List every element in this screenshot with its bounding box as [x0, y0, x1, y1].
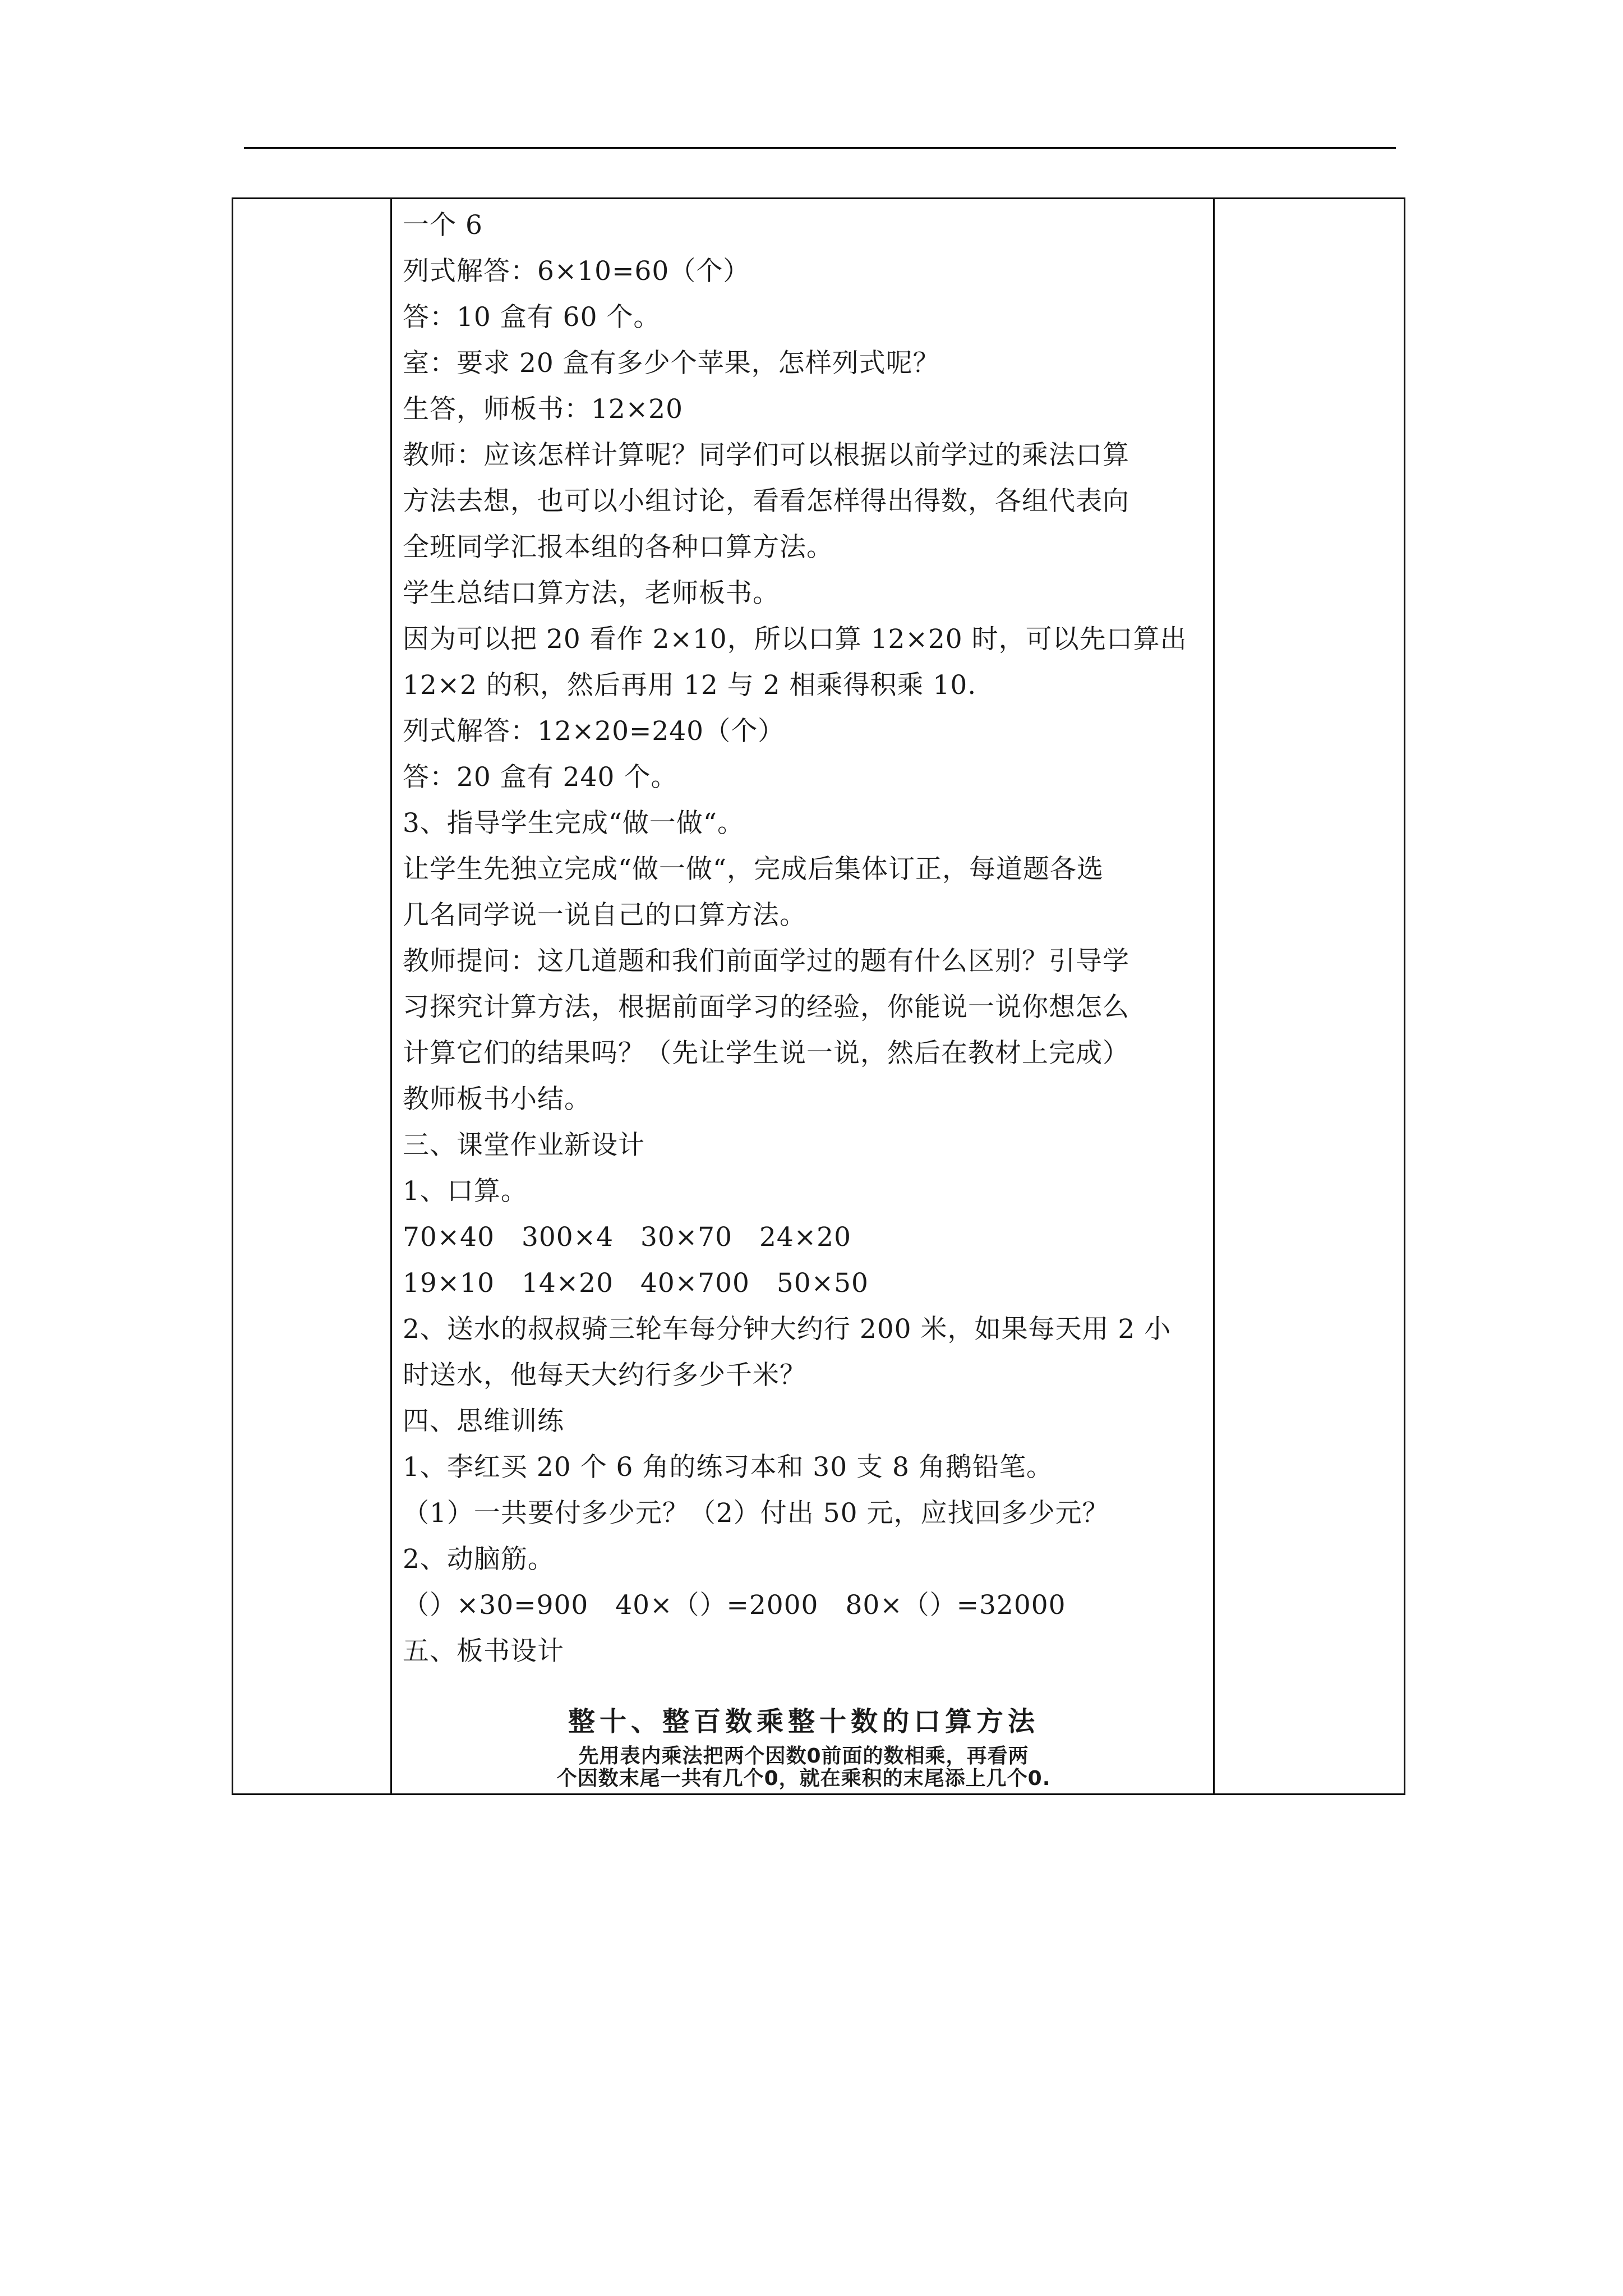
- exercise-line: （）×30=900 40×（）=2000 80×（）=32000: [403, 1590, 1066, 1621]
- text-line: 让学生先独立完成“做一做“，完成后集体订正，每道题各选: [403, 854, 1104, 885]
- lesson-table: [232, 197, 1405, 1795]
- board-text-line: 先用表内乘法把两个因数0前面的数相乘，再看两: [578, 1745, 1029, 1768]
- text-line: 列式解答：6×10=60（个）: [403, 256, 750, 287]
- text-line: 学生总结口算方法，老师板书。: [403, 578, 780, 609]
- text-line: 1、口算。: [403, 1176, 528, 1207]
- text-line: 因为可以把 20 看作 2×10，所以口算 12×20 时，可以先口算出: [403, 624, 1187, 655]
- text-line: 答：20 盒有 240 个。: [403, 762, 678, 793]
- board-text-line: 个因数末尾一共有几个0，就在乘积的末尾添上几个0.: [556, 1767, 1051, 1790]
- text-line: 2、送水的叔叔骑三轮车每分钟大约行 200 米，如果每天用 2 小: [403, 1314, 1172, 1345]
- text-line: 习探究计算方法，根据前面学习的经验，你能说一说你想怎么: [403, 992, 1129, 1023]
- text-line: 列式解答：12×20=240（个）: [403, 716, 785, 747]
- text-line: （1）一共要付多少元？（2）付出 50 元，应找回多少元？: [403, 1498, 1109, 1529]
- text-line: 生答，师板书：12×20: [403, 394, 683, 425]
- board-title: 整十、整百数乘整十数的口算方法: [568, 1706, 1039, 1737]
- table-column-divider: [390, 199, 392, 1793]
- text-line: 教师：应该怎样计算呢？同学们可以根据以前学过的乘法口算: [403, 440, 1129, 471]
- text-line: 室：要求 20 盒有多少个苹果，怎样列式呢？: [403, 348, 940, 379]
- text-line: 1、李红买 20 个 6 角的练习本和 30 支 8 角鹅铅笔。: [403, 1452, 1053, 1483]
- text-line: 时送水，他每天大约行多少千米？: [403, 1360, 806, 1391]
- lesson-content: [403, 203, 1205, 1674]
- exercise-line: 70×40 300×4 30×70 24×20: [403, 1222, 851, 1253]
- text-line: 全班同学汇报本组的各种口算方法。: [403, 532, 833, 563]
- text-line: 12×2 的积，然后再用 12 与 2 相乘得积乘 10.: [403, 670, 977, 701]
- section-heading: 三、课堂作业新设计: [403, 1130, 645, 1161]
- text-line: 一个 6: [403, 210, 483, 241]
- text-line: 2、动脑筋。: [403, 1544, 555, 1575]
- section-heading: 五、板书设计: [403, 1636, 564, 1667]
- text-line: 教师提问：这几道题和我们前面学过的题有什么区别？引导学: [403, 946, 1129, 977]
- text-line: 答：10 盒有 60 个。: [403, 302, 661, 333]
- header-rule: [244, 147, 1396, 149]
- text-line: 方法去想，也可以小组讨论，看看怎样得出得数，各组代表向: [403, 486, 1129, 517]
- board-design-image: [403, 1694, 1205, 1789]
- text-line: 3、指导学生完成“做一做“。: [403, 808, 744, 839]
- section-heading: 四、思维训练: [403, 1406, 564, 1437]
- exercise-line: 19×10 14×20 40×700 50×50: [403, 1268, 869, 1299]
- text-line: 几名同学说一说自己的口算方法。: [403, 900, 806, 931]
- text-line: 教师板书小结。: [403, 1084, 591, 1115]
- text-line: 计算它们的结果吗？（先让学生说一说，然后在教材上完成）: [403, 1038, 1129, 1069]
- table-column-divider: [1213, 199, 1215, 1793]
